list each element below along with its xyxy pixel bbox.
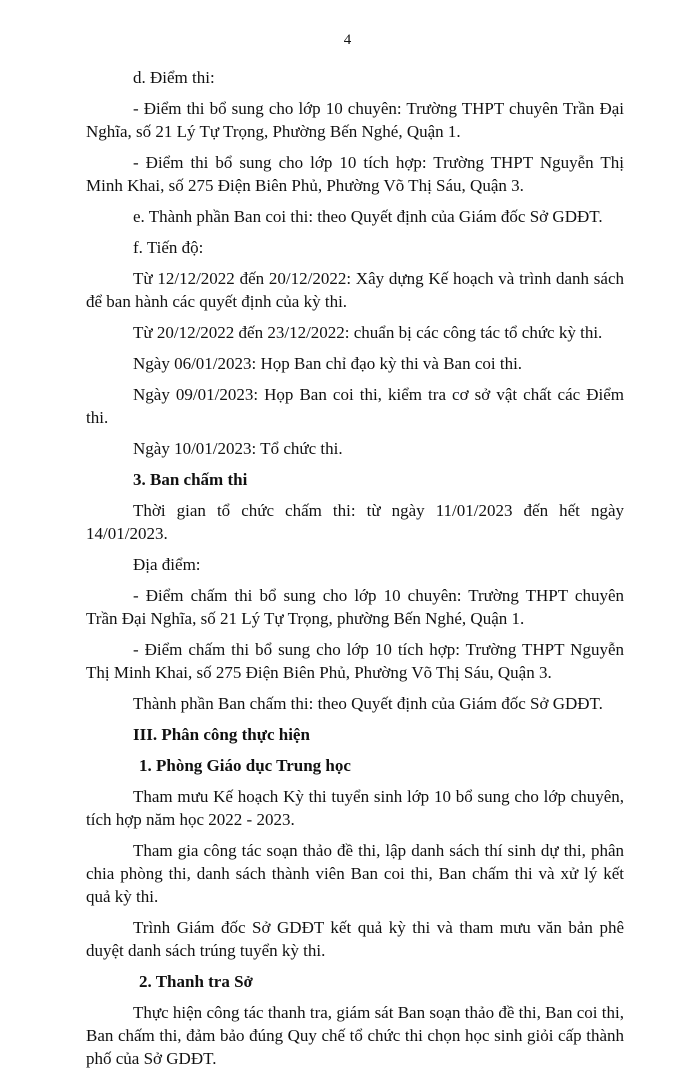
paragraph-grading-location-integrated: - Điểm chấm thi bổ sung cho lớp 10 tích hợp: Trường THPT Nguyễn Thị Minh Khai, số 275 Điện Biên Phủ, Phường Võ Thị Sáu, Quận 3. <box>86 640 624 682</box>
section-heading-inspectorate: 2. Thanh tra Sở <box>139 972 253 991</box>
paragraph-exam-location-specialized: - Điểm thi bổ sung cho lớp 10 chuyên: Trường THPT chuyên Trần Đại Nghĩa, số 21 Lý Tự Trọng, Phường Bến Nghé, Quận 1. <box>86 99 624 141</box>
paragraph-office-task-3: Trình Giám đốc Sở GDĐT kết quả kỳ thi và tham mưu văn bản phê duyệt danh sách trúng tuyển kỳ thi. <box>86 918 624 960</box>
paragraph-schedule-item-4: Ngày 09/01/2023: Họp Ban coi thi, kiểm tra cơ sở vật chất các Điểm thi. <box>86 385 624 427</box>
paragraph-schedule-item-2: Từ 20/12/2022 đến 23/12/2022: chuẩn bị các công tác tổ chức kỳ thi. <box>133 323 603 342</box>
page-number: 4 <box>343 32 352 48</box>
paragraph-grading-location-heading: Địa điểm: <box>133 555 201 574</box>
paragraph-proctor-board: e. Thành phần Ban coi thi: theo Quyết định của Giám đốc Sở GDĐT. <box>133 207 603 226</box>
paragraph-inspectorate-task: Thực hiện công tác thanh tra, giám sát Ban soạn thảo đề thi, Ban coi thi, Ban chấm thi, đảm bảo đúng Quy chế tổ chức thi chọn học sinh giỏi cấp thành phố của Sở GDĐT. <box>86 1003 624 1068</box>
paragraph-schedule-item-1: Từ 12/12/2022 đến 20/12/2022: Xây dựng Kế hoạch và trình danh sách để ban hành các quyết định của kỳ thi. <box>86 269 624 311</box>
paragraph-grading-board-members: Thành phần Ban chấm thi: theo Quyết định của Giám đốc Sở GDĐT. <box>133 694 603 713</box>
paragraph-exam-locations-heading: d. Điểm thi: <box>133 68 215 87</box>
paragraph-office-task-1: Tham mưu Kế hoạch Kỳ thi tuyển sinh lớp 10 bổ sung cho lớp chuyên, tích hợp năm học 2022 - 2023. <box>86 787 624 829</box>
paragraph-schedule-item-5: Ngày 10/01/2023: Tổ chức thi. <box>133 439 343 458</box>
document-body <box>86 66 624 1078</box>
section-heading-secondary-education-office: 1. Phòng Giáo dục Trung học <box>139 756 351 775</box>
paragraph-office-task-2: Tham gia công tác soạn thảo đề thi, lập danh sách thí sinh dự thi, phân chia phòng thi, danh sách thành viên Ban coi thi, Ban chấm thi và xử lý kết quả kỳ thi. <box>86 841 624 906</box>
section-heading-grading-board: 3. Ban chấm thi <box>133 470 248 489</box>
section-heading-assignment: III. Phân công thực hiện <box>133 725 310 744</box>
paragraph-exam-location-integrated: - Điểm thi bổ sung cho lớp 10 tích hợp: Trường THPT Nguyễn Thị Minh Khai, số 275 Điện Biên Phủ, Phường Võ Thị Sáu, Quận 3. <box>86 153 624 195</box>
paragraph-grading-time: Thời gian tổ chức chấm thi: từ ngày 11/01/2023 đến hết ngày 14/01/2023. <box>86 501 624 543</box>
paragraph-schedule-heading: f. Tiến độ: <box>133 238 204 257</box>
paragraph-schedule-item-3: Ngày 06/01/2023: Họp Ban chỉ đạo kỳ thi và Ban coi thi. <box>133 354 523 373</box>
paragraph-grading-location-specialized: - Điểm chấm thi bổ sung cho lớp 10 chuyên: Trường THPT chuyên Trần Đại Nghĩa, số 21 Lý Tự Trọng, phường Bến Nghé, Quận 1. <box>86 586 624 628</box>
